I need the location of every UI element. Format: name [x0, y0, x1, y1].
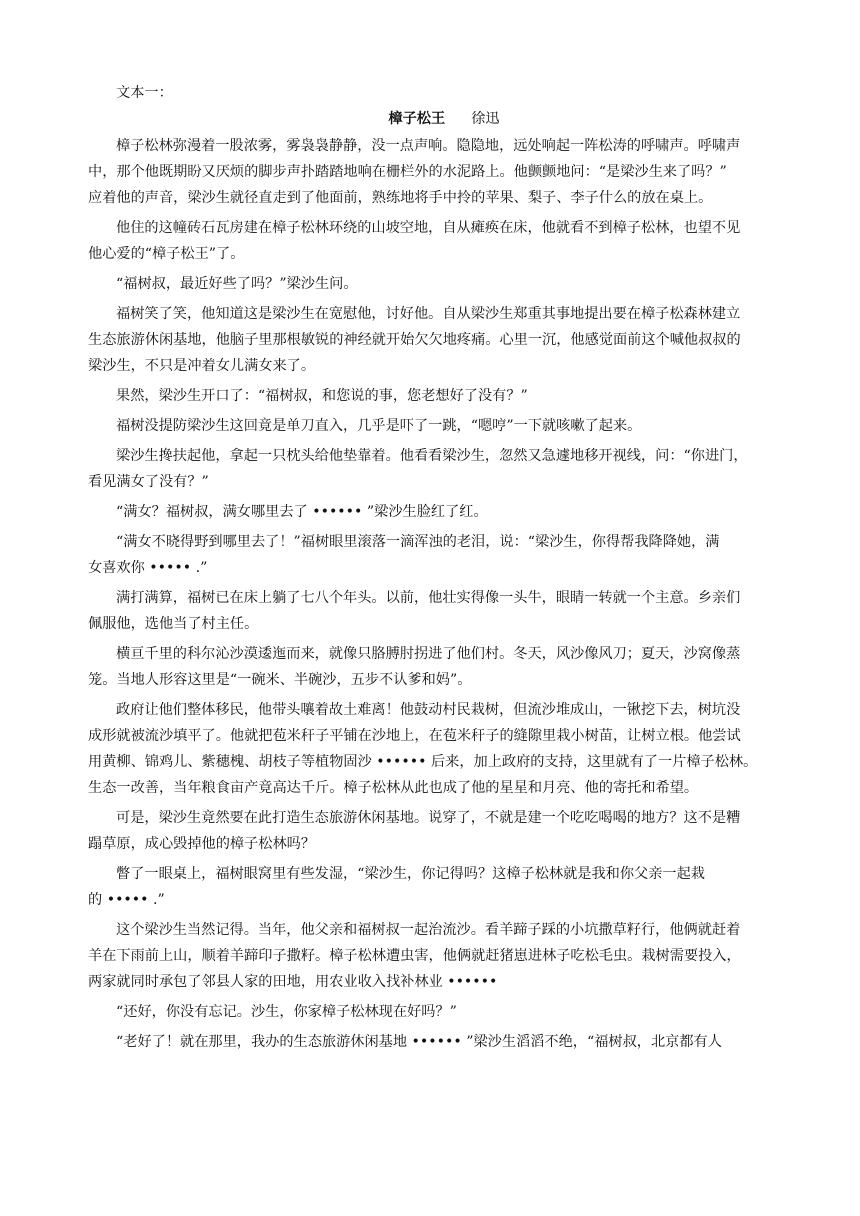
paragraph-list: [88, 133, 772, 1055]
paragraph-line: 满打满算，福树已在床上躺了七八个年头。以前，他壮实得像一头牛，眼睛一转就一个主意。乡亲们: [116, 590, 741, 606]
paragraph-line: 佩服他，选他当了村主任。: [88, 616, 259, 632]
paragraph: [88, 1029, 772, 1055]
paragraph-line: 横亘千里的科尔沁沙漠逶迤而来，就像只胳膊肘拐进了他们村。冬天，风沙像风刀；夏天，沙窝像蒸: [116, 646, 741, 662]
paragraph-line: 生态一改善，当年粮食亩产竟高达千斤。樟子松林从此也成了他的星星和月亮、他的寄托和希望。: [88, 780, 699, 796]
paragraph-line: 应着他的声音，梁沙生就径直走到了他面前，熟练地将手中拎的苹果、梨子、李子什么的放在桌上。: [88, 190, 713, 206]
paragraph: [88, 529, 772, 581]
paragraph-line: 梁沙生搀扶起他，拿起一只枕头给他垫靠着。他看看梁沙生，忽然又急遽地移开视线，问：“你进门，: [116, 448, 748, 464]
paragraph-line: 生态旅游休闲基地，他脑子里那根敏锐的神经就开始欠欠地疼痛。心里一沉，他感觉面前这个喊他叔叔的: [88, 332, 741, 348]
article-body: [88, 80, 772, 1055]
paragraph-line: 这个梁沙生当然记得。当年，他父亲和福树叔一起治流沙。看羊蹄子踩的小坑撒草籽行，他俩就赶着: [116, 922, 741, 938]
paragraph-line: “福树叔，最近好些了吗？”梁沙生问。: [116, 276, 358, 292]
paragraph: [88, 133, 772, 211]
paragraph-line: 梁沙生，不只是冲着女儿满女来了。: [88, 358, 316, 374]
paragraph: [88, 805, 772, 857]
paragraph-line: 他心爱的“樟子松王”了。: [88, 246, 245, 262]
paragraph: [88, 383, 772, 409]
paragraph: [88, 413, 772, 439]
paragraph-line: 用黄柳、锦鸡儿、紫穗槐、胡枝子等植物固沙 •••••• 后来，加上政府的支持，这里就有了一片樟子松林。: [88, 754, 758, 770]
paragraph-line: 羊在下雨前上山，顺着羊蹄印子撒籽。樟子松林遭虫害，他俩就赶猪崽进林子吃松毛虫。栽树需要投入，: [88, 948, 741, 964]
paragraph-line: 两家就同时承包了邻县人家的田地，用农业收入找补林业 ••••••: [88, 974, 498, 990]
paragraph-line: 蹋草原，成心毁掉他的樟子松林吗？: [88, 836, 316, 852]
paragraph: [88, 271, 772, 297]
paragraph-line: “满女？福树叔，满女哪里去了 •••••• ”梁沙生脸红了红。: [116, 504, 488, 520]
paragraph: [88, 301, 772, 379]
paragraph-line: 樟子松林弥漫着一股浓雾，雾袅袅静静，没一点声响。隐隐地，远处响起一阵松涛的呼啸声。呼啸声: [116, 138, 741, 154]
paragraph-line: 福树没提防梁沙生这回竟是单刀直入，几乎是吓了一跳，“嗯哼”一下就咳嗽了起来。: [116, 418, 642, 434]
paragraph: [88, 641, 772, 693]
paragraph: [88, 917, 772, 995]
paragraph: [88, 999, 772, 1025]
paragraph-line: 瞥了一眼桌上，福树眼窝里有些发湿，“梁沙生，你记得吗？这樟子松林就是我和你父亲一起栽: [116, 866, 705, 882]
paragraph-line: 女喜欢你 ••••• .”: [88, 560, 208, 576]
paragraph-line: “老好了！就在那里，我办的生态旅游休闲基地 •••••• ”梁沙生滔滔不绝，“福树叔，北京都有人: [116, 1034, 722, 1050]
paragraph-line: 成形就被流沙填平了。他就把苞米秆子平铺在沙地上，在苞米秆子的缝隙里栽小树苗，让树立根。他尝试: [88, 728, 741, 744]
section-label: 文本一：: [116, 85, 173, 101]
paragraph-line: 看见满女了没有？”: [88, 474, 209, 490]
paragraph-line: 果然，梁沙生开口了：“福树叔，和您说的事，您老想好了没有？”: [116, 388, 528, 404]
paragraph-line: 的 ••••• .”: [88, 892, 165, 908]
paragraph-line: 可是，梁沙生竟然要在此打造生态旅游休闲基地。说穿了，不就是建一个吃吃喝喝的地方？这不是糟: [116, 810, 741, 826]
paragraph: [88, 697, 772, 801]
paragraph: [88, 861, 772, 913]
paragraph-line: 政府让他们整体移民，他带头嚷着故土难离！他鼓动村民栽树，但流沙堆成山，一锹挖下去，树坑没: [116, 702, 741, 718]
paragraph: [88, 499, 772, 525]
article-heading: [88, 106, 772, 133]
paragraph: [88, 443, 772, 495]
article-author: 徐迅: [471, 111, 500, 127]
paragraph-line: “满女不晓得野到哪里去了！”福树眼里滚落一滴浑浊的老泪，说：“梁沙生，你得帮我降降她，满: [116, 534, 720, 550]
paragraph-line: 他住的这幢砖石瓦房建在樟子松林环绕的山坡空地，自从瘫痪在床，他就看不到樟子松林，也望不见: [116, 220, 741, 236]
paragraph-line: 笼。当地人形容这里是“一碗米、半碗沙，五步不认爹和妈”。: [88, 672, 472, 688]
paragraph-line: 中，那个他既期盼又厌烦的脚步声扑踏踏地响在栅栏外的水泥路上。他颤颤地问：“是梁沙生来了吗？”: [88, 164, 727, 180]
paragraph-line: 福树笑了笑，他知道这是梁沙生在宽慰他，讨好他。自从梁沙生郑重其事地提出要在樟子松森林建立: [116, 306, 741, 322]
paragraph-line: “还好，你没有忘记。沙生，你家樟子松林现在好吗？”: [116, 1004, 457, 1020]
paragraph: [88, 215, 772, 267]
paragraph: [88, 585, 772, 637]
article-title: 樟子松王: [388, 111, 446, 127]
